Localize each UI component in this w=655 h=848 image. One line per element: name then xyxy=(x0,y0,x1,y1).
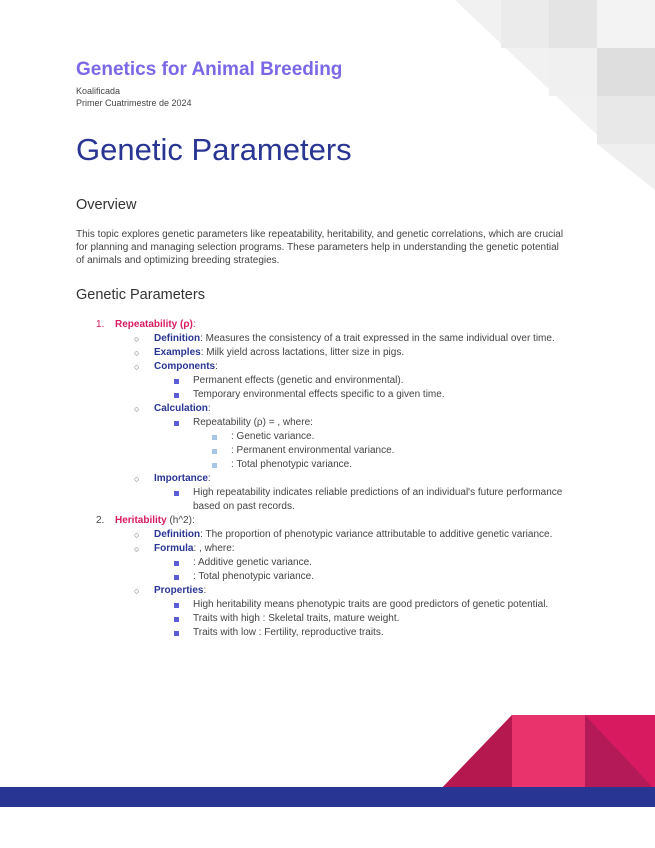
circle-bullet-icon: ○ xyxy=(134,586,140,596)
circle-bullet-icon: ○ xyxy=(134,474,140,484)
formula-term xyxy=(76,556,576,570)
corner-decoration-top xyxy=(455,0,655,200)
circle-bullet-icon: ○ xyxy=(134,530,140,540)
term-text: : Genetic variance. xyxy=(231,431,315,442)
square-bullet-icon xyxy=(174,617,179,622)
square-bullet-icon xyxy=(212,435,217,440)
calculation-item xyxy=(76,402,576,416)
item-suffix: (h^2): xyxy=(166,515,195,526)
square-bullet-icon xyxy=(174,575,179,580)
circle-bullet-icon: ○ xyxy=(134,348,140,358)
term-text: : Additive genetic variance. xyxy=(193,557,312,568)
definition-text: : The proportion of phenotypic variance attributable to additive genetic variance. xyxy=(200,529,553,540)
square-bullet-icon xyxy=(212,449,217,454)
examples-text: : Milk yield across lactations, litter size in pigs. xyxy=(200,347,405,358)
list-item-heritability xyxy=(76,514,576,528)
examples-label: Examples xyxy=(154,347,201,358)
list-item-repeatability xyxy=(76,318,576,332)
properties-suffix: : xyxy=(203,585,207,596)
component-text: Permanent effects (genetic and environmental). xyxy=(193,375,404,386)
square-bullet-icon xyxy=(174,561,179,566)
formula-term xyxy=(76,570,576,584)
definition-label: Definition xyxy=(154,333,201,344)
item-title: Heritability xyxy=(115,515,167,526)
property-text: High heritability means phenotypic traits are good predictors of genetic potential. xyxy=(193,599,549,610)
calculation-term xyxy=(76,458,576,472)
component-entry xyxy=(76,388,576,402)
square-bullet-icon xyxy=(174,379,179,384)
calculation-formula xyxy=(76,416,576,430)
section-heading: Genetic Parameters xyxy=(76,287,205,303)
document-title: Genetic Parameters xyxy=(76,132,352,167)
definition-item xyxy=(76,332,576,346)
components-label: Components xyxy=(154,361,216,372)
overview-heading: Overview xyxy=(76,197,137,213)
formula-label: Formula xyxy=(154,543,194,554)
importance-suffix: : xyxy=(207,473,211,484)
formula-text: Repeatability (ρ) = , where: xyxy=(193,417,313,428)
term: Primer Cuatrimestre de 2024 xyxy=(76,98,192,108)
property-text: Traits with high : Skeletal traits, mature weight. xyxy=(193,613,400,624)
property-text: Traits with low : Fertility, reproductive traits. xyxy=(193,627,384,638)
circle-bullet-icon: ○ xyxy=(134,334,140,344)
course-title: Genetics for Animal Breeding xyxy=(76,59,343,80)
component-entry xyxy=(76,374,576,388)
footer-bar xyxy=(0,787,655,807)
definition-label: Definition xyxy=(154,529,201,540)
formula-text: : , where: xyxy=(193,543,235,554)
square-bullet-icon xyxy=(212,463,217,468)
corner-decoration-bottom xyxy=(440,715,655,790)
importance-entry xyxy=(76,486,576,514)
circle-bullet-icon: ○ xyxy=(134,544,140,554)
author: Koalificada xyxy=(76,86,121,96)
importance-label: Importance xyxy=(154,473,208,484)
square-bullet-icon xyxy=(174,421,179,426)
property-entry xyxy=(76,598,576,612)
properties-item xyxy=(76,584,576,598)
list-number: 1. xyxy=(96,319,105,330)
component-text: Temporary environmental effects specific to a given time. xyxy=(193,389,445,400)
examples-item xyxy=(76,346,576,360)
calculation-term xyxy=(76,444,576,458)
importance-text: High repeatability indicates reliable predictions of an individual's future performance based on past records. xyxy=(193,487,563,512)
circle-bullet-icon: ○ xyxy=(134,362,140,372)
formula-item xyxy=(76,542,576,556)
components-suffix: : xyxy=(215,361,218,372)
calculation-suffix: : xyxy=(207,403,211,414)
parameter-list xyxy=(76,318,576,640)
circle-bullet-icon: ○ xyxy=(134,404,140,414)
term-text: : Total phenotypic variance. xyxy=(231,459,353,470)
overview-paragraph: This topic explores genetic parameters like repeatability, heritability, and genetic correlations, which are crucial for planning and managing selection programs. These parameters help in understanding the genetic potential of animals and optimizing breeding strategies. xyxy=(76,229,564,266)
importance-item xyxy=(76,472,576,486)
property-entry xyxy=(76,612,576,626)
term-text: : Total phenotypic variance. xyxy=(193,571,315,582)
list-number: 2. xyxy=(96,515,105,526)
properties-label: Properties xyxy=(154,585,204,596)
definition-item xyxy=(76,528,576,542)
property-entry xyxy=(76,626,576,640)
item-suffix: : xyxy=(192,319,196,330)
calculation-term xyxy=(76,430,576,444)
definition-text: : Measures the consistency of a trait expressed in the same individual over time. xyxy=(200,333,555,344)
term-text: : Permanent environmental variance. xyxy=(231,445,395,456)
square-bullet-icon xyxy=(174,393,179,398)
item-title: Repeatability (ρ) xyxy=(115,319,193,330)
components-item xyxy=(76,360,576,374)
calculation-label: Calculation xyxy=(154,403,208,414)
square-bullet-icon xyxy=(174,603,179,608)
square-bullet-icon xyxy=(174,491,179,496)
square-bullet-icon xyxy=(174,631,179,636)
